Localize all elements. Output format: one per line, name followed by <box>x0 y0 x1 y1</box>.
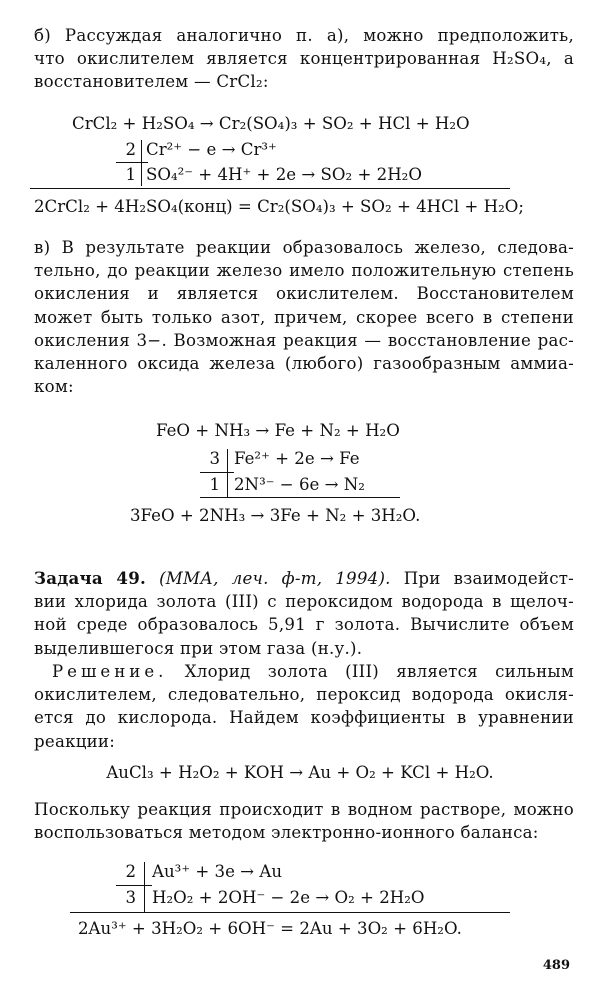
text-line: что окислителем является концентрированная H₂SO₄, а <box>34 49 574 69</box>
half-reaction: Au³⁺ + 3e → Au <box>152 862 283 881</box>
balance-underline <box>116 162 148 163</box>
text-line: б) Рассуждая аналогично п. а), можно предположить, <box>34 26 574 45</box>
text-line: тельно, до реакции железо имело положительную степень <box>34 261 574 281</box>
half-reaction: Fe²⁺ + 2e → Fe <box>234 449 360 468</box>
solution <box>34 660 574 753</box>
text-line: Хлорид золота (III) является сильным <box>167 662 574 681</box>
half-reaction: SO₄²⁻ + 4H⁺ + 2e → SO₂ + 2H₂O <box>146 165 422 184</box>
text-line: воспользоваться методом электронно-ионного баланса: <box>34 823 539 843</box>
text-line: окисления и является окислителем. Восстановителем <box>34 284 574 304</box>
balance-underline <box>200 472 234 473</box>
balance-coefficient: 3 <box>125 888 136 907</box>
equation-result-fe: 3FeO + 2NH₃ → 3Fe + N₂ + 3H₂O. <box>130 506 421 525</box>
solution-label: Решение. <box>52 662 168 681</box>
text-line: ком: <box>34 377 74 397</box>
half-reaction: Cr²⁺ − e → Cr³⁺ <box>146 140 277 159</box>
text-line: ной среде образовалось 5,91 г золота. Вычислите объем <box>34 615 574 635</box>
paragraph-b <box>34 24 574 94</box>
balance-coefficient: 1 <box>209 475 220 494</box>
balance-coefficient: 2 <box>125 140 136 159</box>
task-source: (ММА, леч. ф-т, 1994). <box>159 569 391 588</box>
task-label: Задача 49. <box>34 568 147 588</box>
balance-underline <box>200 497 400 498</box>
half-reaction: 2N³⁻ − 6e → N₂ <box>234 475 365 494</box>
text-line: окислителем, следовательно, пероксид водорода окисля- <box>34 685 574 705</box>
paragraph-ion-balance <box>34 798 574 844</box>
text-line: Поскольку реакция происходит в водном растворе, можно <box>34 800 574 819</box>
balance-underline <box>116 885 152 886</box>
balance-coefficient: 1 <box>125 165 136 184</box>
balance-coefficient: 3 <box>209 449 220 468</box>
text-line: в) В результате реакции образовалось железо, следова- <box>34 238 574 257</box>
sum-line <box>30 188 510 189</box>
balance-divider <box>141 140 142 186</box>
electron-balance-au <box>116 860 476 912</box>
electron-balance-cr <box>116 138 496 188</box>
text-line: выделившегося при этом газа (н.у.). <box>34 638 363 658</box>
sum-line <box>70 912 510 913</box>
text-line: каленного оксида железа (любого) газообразным аммиа- <box>34 354 574 374</box>
task-49 <box>34 567 574 660</box>
page-number: 489 <box>542 958 570 973</box>
text-line: окисления 3−. Возможная реакция — восстановление рас- <box>34 330 574 350</box>
equation-result-au: 2Au³⁺ + 3H₂O₂ + 6OH⁻ = 2Au + 3O₂ + 6H₂O. <box>78 919 462 938</box>
balance-divider <box>227 449 228 497</box>
equation-aucl3: AuCl₃ + H₂O₂ + KOH → Au + O₂ + KCl + H₂O. <box>106 763 494 782</box>
text-line: может быть только азот, причем, скорее всего в степени <box>34 307 574 327</box>
equation-result-cr: 2CrCl₂ + 4H₂SO₄(конц) = Cr₂(SO₄)₃ + SO₂ + 4HCl + H₂O; <box>34 197 524 216</box>
text-line: реакции: <box>34 731 116 751</box>
text-line: При взаимодейст- <box>390 569 575 588</box>
text-line: вии хлорида золота (III) с пероксидом водорода в щелоч- <box>34 592 574 612</box>
equation-feo: FeO + NH₃ → Fe + N₂ + H₂O <box>156 421 400 440</box>
text-line: восстановителем — CrCl₂: <box>34 72 269 92</box>
paragraph-v <box>34 236 574 398</box>
electron-balance-fe <box>200 447 410 499</box>
balance-coefficient: 2 <box>125 862 136 881</box>
half-reaction: H₂O₂ + 2OH⁻ − 2e → O₂ + 2H₂O <box>152 888 425 907</box>
balance-divider <box>144 862 145 912</box>
text-line: ется до кислорода. Найдем коэффициенты в уравнении <box>34 708 574 728</box>
equation-crcl2: CrCl₂ + H₂SO₄ → Cr₂(SO₄)₃ + SO₂ + HCl + H₂O <box>72 114 470 133</box>
